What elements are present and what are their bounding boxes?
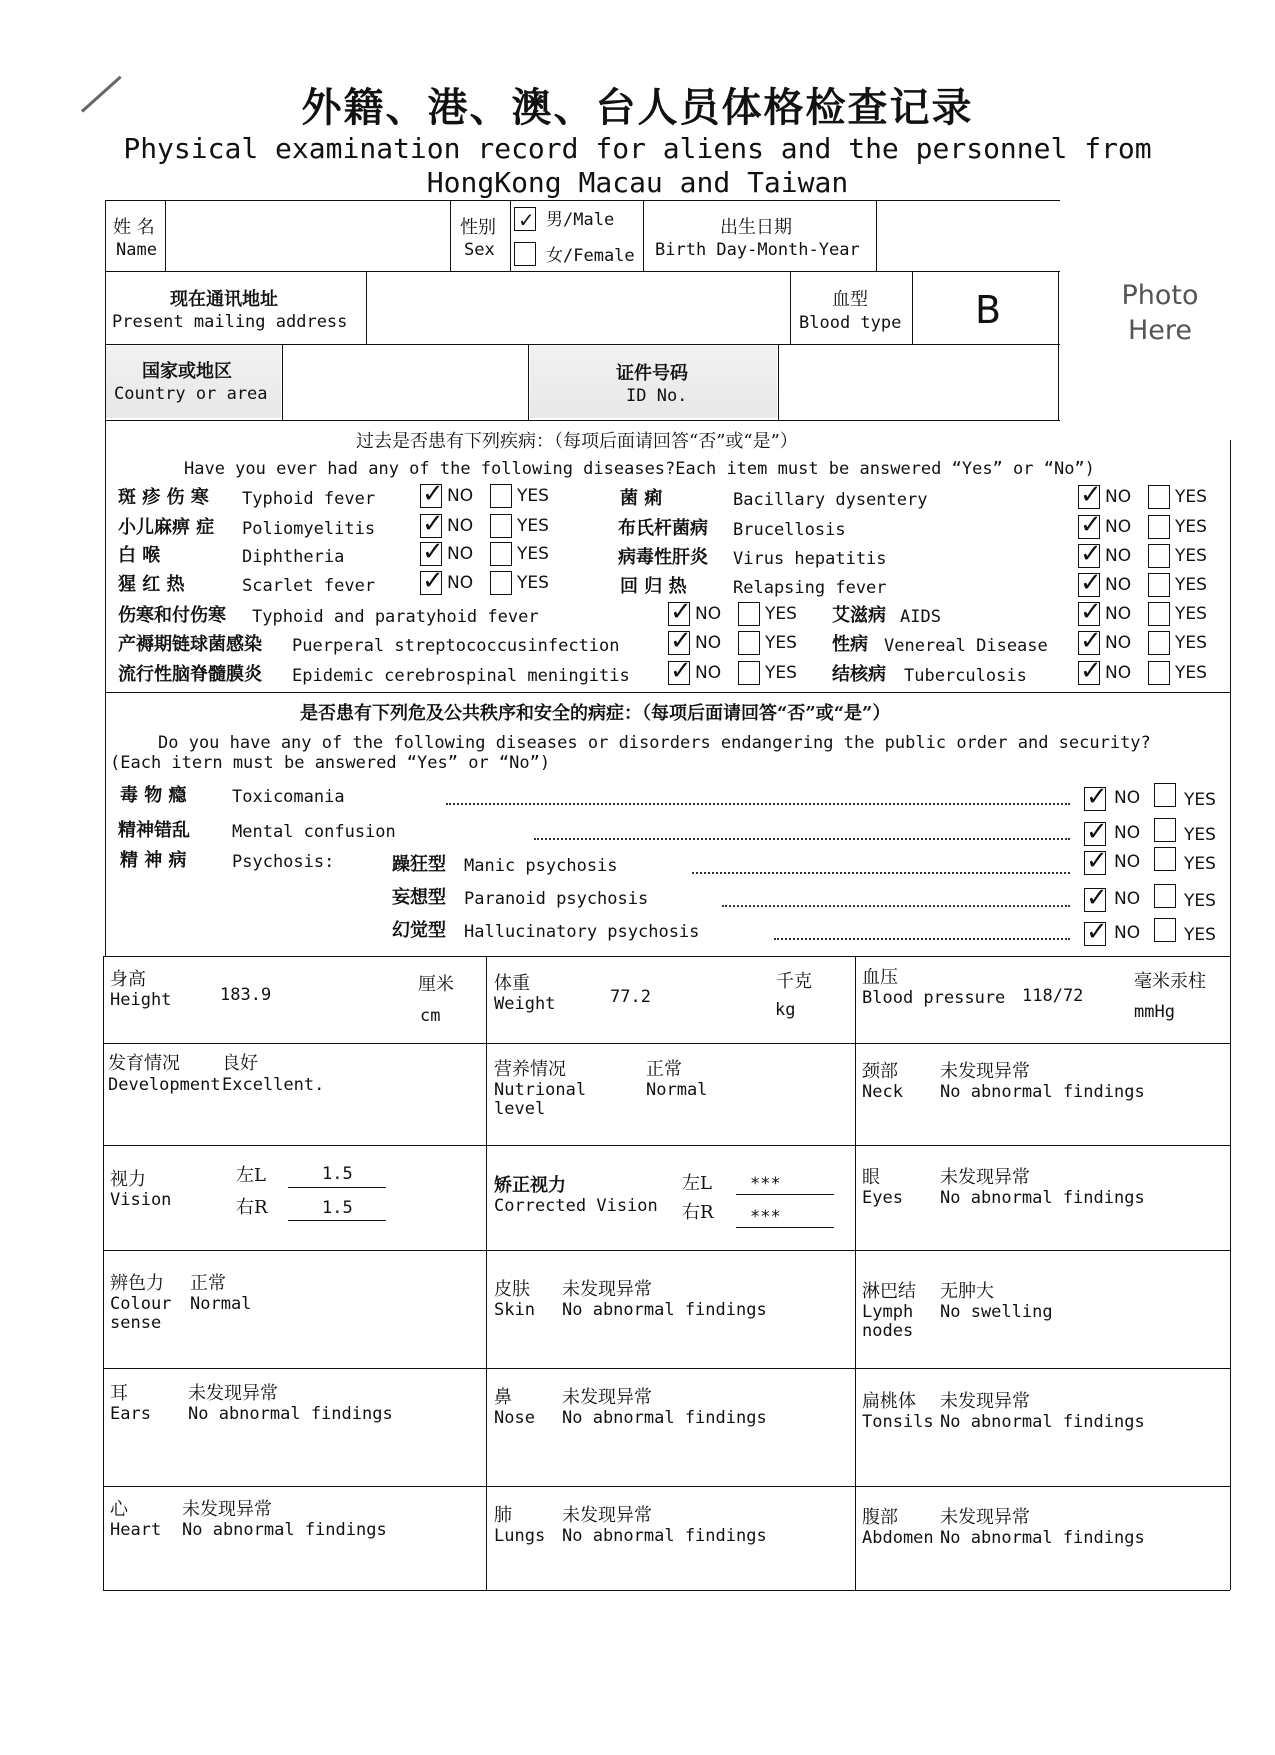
disorder-no-checkbox[interactable] xyxy=(1084,782,1108,812)
female-label: 女/Female xyxy=(546,246,635,266)
birth-label-en: Birth Day-Month-Year xyxy=(655,240,860,260)
no-label: NO xyxy=(1114,923,1141,943)
disease-label-cn: 白 喉 xyxy=(118,545,161,566)
weight-unit-cn: 千克 xyxy=(776,971,812,992)
yes-label: YES xyxy=(1175,604,1207,624)
eyes-value-en: No abnormal findings xyxy=(940,1188,1145,1208)
disease-no-checkbox[interactable] xyxy=(1078,597,1102,627)
check-mark-icon: ✓ xyxy=(422,509,444,539)
neck-label-en: Neck xyxy=(862,1082,903,1102)
ears-value-cn: 未发现异常 xyxy=(188,1383,278,1404)
disease-label-en: Bacillary dysentery xyxy=(733,490,928,510)
heart-value-cn: 未发现异常 xyxy=(182,1499,272,1520)
disease-yes-checkbox[interactable] xyxy=(1148,602,1170,626)
corrected-right-value: *** xyxy=(750,1207,781,1227)
disease-no-checkbox[interactable] xyxy=(420,479,444,509)
development-label-en: Development xyxy=(108,1075,221,1095)
disease-yes-checkbox[interactable] xyxy=(1148,515,1170,539)
disease-no-checkbox[interactable] xyxy=(668,597,692,627)
check-mark-icon: ✓ xyxy=(1080,510,1102,540)
lymph-label-en1: Lymph xyxy=(862,1302,914,1322)
disease-label-en: Relapsing fever xyxy=(733,578,887,598)
disorder-label-cn: 躁狂型 xyxy=(392,854,446,875)
vision-right-label: 右R xyxy=(236,1197,268,1218)
birth-label-cn: 出生日期 xyxy=(720,217,792,238)
disease-label-cn: 猩 红 热 xyxy=(118,574,185,595)
check-mark-icon: ✓ xyxy=(1086,883,1108,913)
yes-label: YES xyxy=(1184,891,1216,911)
no-label: NO xyxy=(447,516,474,536)
name-field[interactable] xyxy=(170,210,445,262)
dotted-leader xyxy=(446,803,1070,805)
lungs-label-en: Lungs xyxy=(494,1526,546,1546)
check-mark-icon: ✓ xyxy=(1080,656,1102,686)
dotted-leader xyxy=(692,872,1070,874)
eyes-value-cn: 未发现异常 xyxy=(940,1167,1030,1188)
disorder-label-en: Manic psychosis xyxy=(464,856,618,876)
public-order-heading-cn: 是否患有下列危及公共秩序和安全的病症：（每项后面请回答“否”或“是”） xyxy=(300,703,891,724)
yes-label: YES xyxy=(517,573,549,593)
disease-yes-checkbox[interactable] xyxy=(1148,661,1170,685)
no-label: NO xyxy=(447,486,474,506)
no-label: NO xyxy=(1114,788,1141,808)
dotted-leader xyxy=(534,838,1070,840)
no-label: NO xyxy=(695,663,722,683)
corrected-left-label: 左L xyxy=(682,1173,712,1194)
female-checkbox[interactable] xyxy=(514,242,536,266)
vision-left-value: 1.5 xyxy=(322,1164,353,1184)
lungs-label-cn: 肺 xyxy=(494,1505,512,1526)
male-label: 男/Male xyxy=(546,210,615,230)
blood-type-label-en: Blood type xyxy=(799,313,902,333)
diseases-heading-cn: 过去是否患有下列疾病：（每项后面请回答“否”或“是”） xyxy=(356,431,798,452)
disease-label-cn: 性病 xyxy=(832,634,868,655)
disorder-yes-checkbox[interactable] xyxy=(1154,847,1176,871)
nutrition-label-en1: Nutrional xyxy=(494,1080,587,1100)
check-mark-icon: ✓ xyxy=(670,597,692,627)
corrected-left-value: *** xyxy=(750,1174,781,1194)
disease-yes-checkbox[interactable] xyxy=(738,661,760,685)
yes-label: YES xyxy=(765,604,797,624)
weight-label-en: Weight xyxy=(494,994,556,1014)
disease-label-cn: 斑 疹 伤 寒 xyxy=(118,487,209,508)
yes-label: YES xyxy=(1184,925,1216,945)
disease-no-checkbox[interactable] xyxy=(420,566,444,596)
yes-label: YES xyxy=(517,516,549,536)
tonsils-value-cn: 未发现异常 xyxy=(940,1391,1030,1412)
disorder-no-checkbox[interactable] xyxy=(1084,846,1108,876)
disorder-no-checkbox[interactable] xyxy=(1084,917,1108,947)
colour-value-en: Normal xyxy=(190,1294,252,1314)
disorder-yes-checkbox[interactable] xyxy=(1154,783,1176,807)
weight-value: 77.2 xyxy=(610,987,651,1007)
photo-text-1: Photo xyxy=(1121,280,1199,311)
vision-label-cn: 视力 xyxy=(110,1169,146,1190)
yes-label: YES xyxy=(765,633,797,653)
check-mark-icon: ✓ xyxy=(670,626,692,656)
check-mark-icon: ✓ xyxy=(1080,568,1102,598)
disease-no-checkbox[interactable] xyxy=(1078,510,1102,540)
address-label-en: Present mailing address xyxy=(112,312,348,332)
yes-label: YES xyxy=(1184,854,1216,874)
tonsils-value-en: No abnormal findings xyxy=(940,1412,1145,1432)
disease-label-cn: 回 归 热 xyxy=(620,576,687,597)
disease-label-en: AIDS xyxy=(900,607,941,627)
disorder-label-cn: 幻觉型 xyxy=(392,920,446,941)
disease-label-en: Scarlet fever xyxy=(242,576,376,596)
height-label-cn: 身高 xyxy=(110,969,146,990)
height-unit-en: cm xyxy=(420,1006,441,1026)
bp-value: 118/72 xyxy=(1022,986,1084,1006)
no-label: NO xyxy=(447,544,474,564)
eyes-label-en: Eyes xyxy=(862,1188,903,1208)
vision-left-label: 左L xyxy=(236,1165,266,1186)
id-label-cn: 证件号码 xyxy=(616,363,688,384)
disease-label-en: Venereal Disease xyxy=(884,636,1048,656)
disease-no-checkbox[interactable] xyxy=(1078,626,1102,656)
disorder-no-checkbox[interactable] xyxy=(1084,817,1108,847)
bp-label-cn: 血压 xyxy=(862,967,898,988)
no-label: NO xyxy=(1114,852,1141,872)
disease-yes-checkbox[interactable] xyxy=(1148,573,1170,597)
weight-label-cn: 体重 xyxy=(494,973,530,994)
vision-label-en: Vision xyxy=(110,1190,172,1210)
neck-value-cn: 未发现异常 xyxy=(940,1061,1030,1082)
diseases-heading-en: Have you ever had any of the following diseases?Each item must be answered “Yes” or “No”) xyxy=(184,459,1095,479)
disease-label-cn: 流行性脑脊髓膜炎 xyxy=(118,664,262,685)
no-label: NO xyxy=(1105,546,1132,566)
address-label-cn: 现在通讯地址 xyxy=(170,289,278,310)
disease-label-en: Diphtheria xyxy=(242,547,345,567)
colour-label-en1: Colour xyxy=(110,1294,172,1314)
country-field[interactable] xyxy=(288,352,524,412)
sex-label-cn: 性别 xyxy=(460,217,496,238)
name-label-en: Name xyxy=(116,240,157,260)
skin-label-en: Skin xyxy=(494,1300,535,1320)
abdomen-value-en: No abnormal findings xyxy=(940,1528,1145,1548)
neck-value-en: No abnormal findings xyxy=(940,1082,1145,1102)
no-label: NO xyxy=(1105,487,1132,507)
disease-yes-checkbox[interactable] xyxy=(490,542,512,566)
development-value-en: Excellent. xyxy=(222,1075,325,1095)
address-field[interactable] xyxy=(372,280,782,336)
yes-label: YES xyxy=(1175,487,1207,507)
corrected-vision-label-cn: 矫正视力 xyxy=(494,1175,566,1196)
disease-label-cn: 伤寒和付伤寒 xyxy=(118,605,226,626)
no-label: NO xyxy=(1105,604,1132,624)
disease-no-checkbox[interactable] xyxy=(668,626,692,656)
title-english-line2: HongKong Macau and Taiwan xyxy=(426,166,849,199)
disorder-label-en: Toxicomania xyxy=(232,787,345,807)
public-order-heading-en1: Do you have any of the following diseases or disorders endangering the public order and security? xyxy=(158,733,1151,753)
disease-yes-checkbox[interactable] xyxy=(1148,631,1170,655)
nutrition-label-cn: 营养情况 xyxy=(494,1059,566,1080)
disease-label-en: Brucellosis xyxy=(733,520,846,540)
bp-unit-cn: 毫米汞柱 xyxy=(1134,971,1206,992)
abdomen-label-en: Abdomen xyxy=(862,1528,934,1548)
disease-no-checkbox[interactable] xyxy=(1078,568,1102,598)
ears-label-en: Ears xyxy=(110,1404,151,1424)
disorder-label-en: Mental confusion xyxy=(232,822,396,842)
name-label-cn: 姓 名 xyxy=(113,217,155,238)
check-mark-icon: ✓ xyxy=(1080,539,1102,569)
no-label: NO xyxy=(1105,663,1132,683)
yes-label: YES xyxy=(765,663,797,683)
no-label: NO xyxy=(695,633,722,653)
check-mark-icon: ✓ xyxy=(1080,480,1102,510)
check-mark-icon: ✓ xyxy=(670,656,692,686)
disorder-label-en: Paranoid psychosis xyxy=(464,889,649,909)
country-label-en: Country or area xyxy=(114,384,268,404)
disease-no-checkbox[interactable] xyxy=(1078,656,1102,686)
disorder-label-en: Hallucinatory psychosis xyxy=(464,922,700,942)
disease-yes-checkbox[interactable] xyxy=(490,514,512,538)
check-mark-icon: ✓ xyxy=(422,537,444,567)
corrected-right-label: 右R xyxy=(682,1202,714,1223)
skin-label-cn: 皮肤 xyxy=(494,1279,530,1300)
check-mark-icon: ✓ xyxy=(1086,782,1108,812)
check-mark-icon: ✓ xyxy=(422,566,444,596)
heart-value-en: No abnormal findings xyxy=(182,1520,387,1540)
colour-value-cn: 正常 xyxy=(190,1273,226,1294)
blood-type-label-cn: 血型 xyxy=(832,289,868,310)
skin-value-cn: 未发现异常 xyxy=(562,1279,652,1300)
yes-label: YES xyxy=(1175,575,1207,595)
lungs-value-en: No abnormal findings xyxy=(562,1526,767,1546)
disease-yes-checkbox[interactable] xyxy=(1148,485,1170,509)
disease-yes-checkbox[interactable] xyxy=(1148,544,1170,568)
disease-label-en: Poliomyelitis xyxy=(242,519,376,539)
skin-value-en: No abnormal findings xyxy=(562,1300,767,1320)
bp-unit-en: mmHg xyxy=(1134,1002,1175,1022)
check-mark-icon: ✓ xyxy=(1080,597,1102,627)
yes-label: YES xyxy=(517,544,549,564)
development-value-cn: 良好 xyxy=(222,1053,258,1074)
yes-label: YES xyxy=(517,486,549,506)
neck-label-cn: 颈部 xyxy=(862,1061,898,1082)
lymph-label-en2: nodes xyxy=(862,1321,914,1341)
abdomen-value-cn: 未发现异常 xyxy=(940,1507,1030,1528)
disease-label-en: Typhoid fever xyxy=(242,489,376,509)
height-unit-cn: 厘米 xyxy=(418,974,454,995)
disease-label-en: Tuberculosis xyxy=(904,666,1027,686)
disease-label-en: Epidemic cerebrospinal meningitis xyxy=(292,666,630,686)
yes-label: YES xyxy=(1175,663,1207,683)
check-mark-icon: ✓ xyxy=(422,479,444,509)
disease-no-checkbox[interactable] xyxy=(1078,539,1102,569)
disease-label-cn: 艾滋病 xyxy=(832,605,886,626)
colour-label-cn: 辨色力 xyxy=(110,1273,164,1294)
nutrition-value-en: Normal xyxy=(646,1080,708,1100)
nutrition-value-cn: 正常 xyxy=(646,1059,682,1080)
disorder-label-cn: 精 神 病 xyxy=(120,850,187,871)
height-value: 183.9 xyxy=(220,985,272,1005)
disorder-no-checkbox[interactable] xyxy=(1084,883,1108,913)
disease-label-en: Puerperal streptococcusinfection xyxy=(292,636,620,656)
height-label-en: Height xyxy=(110,990,172,1010)
nutrition-label-en2: level xyxy=(494,1099,546,1119)
sex-label-en: Sex xyxy=(464,240,495,260)
yes-label: YES xyxy=(1175,517,1207,537)
lymph-value-en: No swelling xyxy=(940,1302,1053,1322)
disease-no-checkbox[interactable] xyxy=(668,656,692,686)
bp-label-en: Blood pressure xyxy=(862,988,1006,1008)
disorder-label-cn: 精神错乱 xyxy=(118,820,190,841)
check-mark-icon: ✓ xyxy=(1086,846,1108,876)
corrected-vision-label-en: Corrected Vision xyxy=(494,1196,658,1216)
abdomen-label-cn: 腹部 xyxy=(862,1507,898,1528)
no-label: NO xyxy=(1114,889,1141,909)
ears-label-cn: 耳 xyxy=(110,1383,128,1404)
disease-label-en: Typhoid and paratyhoid fever xyxy=(252,607,539,627)
yes-label: YES xyxy=(1175,546,1207,566)
disease-no-checkbox[interactable] xyxy=(420,537,444,567)
no-label: NO xyxy=(447,573,474,593)
no-label: NO xyxy=(695,604,722,624)
title-english-line1: Physical examination record for aliens and the personnel from xyxy=(123,132,1152,165)
disease-no-checkbox[interactable] xyxy=(420,509,444,539)
development-label-cn: 发育情况 xyxy=(108,1053,180,1074)
disease-label-cn: 病毒性肝炎 xyxy=(618,547,708,568)
ears-value-en: No abnormal findings xyxy=(188,1404,393,1424)
disorder-label-en: Psychosis: xyxy=(232,852,335,872)
disease-label-cn: 菌 痢 xyxy=(620,488,663,509)
disorder-yes-checkbox[interactable] xyxy=(1154,818,1176,842)
no-label: NO xyxy=(1105,575,1132,595)
tonsils-label-cn: 扁桃体 xyxy=(862,1391,916,1412)
heart-label-en: Heart xyxy=(110,1520,162,1540)
disease-label-cn: 小儿麻痹 症 xyxy=(118,517,215,538)
lymph-label-cn: 淋巴结 xyxy=(862,1281,916,1302)
id-label-en: ID No. xyxy=(626,386,688,406)
disease-label-cn: 结核病 xyxy=(832,664,886,685)
check-mark-icon: ✓ xyxy=(1086,817,1108,847)
disease-yes-checkbox[interactable] xyxy=(738,602,760,626)
weight-unit-en: kg xyxy=(775,1000,796,1020)
photo-text-2: Here xyxy=(1127,315,1193,346)
disease-label-en: Virus hepatitis xyxy=(733,549,887,569)
yes-label: YES xyxy=(1175,633,1207,653)
disorder-label-cn: 妄想型 xyxy=(392,887,446,908)
photo-placeholder xyxy=(1080,278,1240,348)
nose-label-cn: 鼻 xyxy=(494,1387,512,1408)
disorder-yes-checkbox[interactable] xyxy=(1154,918,1176,942)
eyes-label-cn: 眼 xyxy=(862,1167,880,1188)
nose-value-en: No abnormal findings xyxy=(562,1408,767,1428)
disease-yes-checkbox[interactable] xyxy=(490,484,512,508)
nose-label-en: Nose xyxy=(494,1408,535,1428)
blood-type-value: B xyxy=(975,288,1002,332)
disease-yes-checkbox[interactable] xyxy=(490,571,512,595)
no-label: NO xyxy=(1105,633,1132,653)
disease-no-checkbox[interactable] xyxy=(1078,480,1102,510)
heart-label-cn: 心 xyxy=(110,1499,128,1520)
yes-label: YES xyxy=(1184,790,1216,810)
title-chinese: 外籍、港、澳、台人员体格检查记录 xyxy=(301,84,974,131)
birth-date-field[interactable] xyxy=(880,210,1055,262)
yes-label: YES xyxy=(1184,825,1216,845)
id-number-field[interactable] xyxy=(784,352,1054,412)
lymph-value-cn: 无肿大 xyxy=(940,1281,994,1302)
vision-right-value: 1.5 xyxy=(322,1198,353,1218)
tonsils-label-en: Tonsils xyxy=(862,1412,934,1432)
check-mark-icon: ✓ xyxy=(1086,917,1108,947)
male-checkbox[interactable]: ✓ xyxy=(514,207,536,231)
no-label: NO xyxy=(1114,823,1141,843)
nose-value-cn: 未发现异常 xyxy=(562,1387,652,1408)
check-mark-icon: ✓ xyxy=(1080,626,1102,656)
dotted-leader xyxy=(722,905,1070,907)
disorder-yes-checkbox[interactable] xyxy=(1154,884,1176,908)
no-label: NO xyxy=(1105,517,1132,537)
disease-label-cn: 布氏杆菌病 xyxy=(618,518,708,539)
disease-yes-checkbox[interactable] xyxy=(738,631,760,655)
colour-label-en2: sense xyxy=(110,1313,162,1333)
disorder-label-cn: 毒 物 瘾 xyxy=(120,785,187,806)
dotted-leader xyxy=(774,938,1070,940)
public-order-heading-en2: (Each itern must be answered “Yes” or “No”) xyxy=(110,753,551,773)
disease-label-cn: 产褥期链球菌感染 xyxy=(118,634,262,655)
lungs-value-cn: 未发现异常 xyxy=(562,1505,652,1526)
country-label-cn: 国家或地区 xyxy=(142,361,232,382)
